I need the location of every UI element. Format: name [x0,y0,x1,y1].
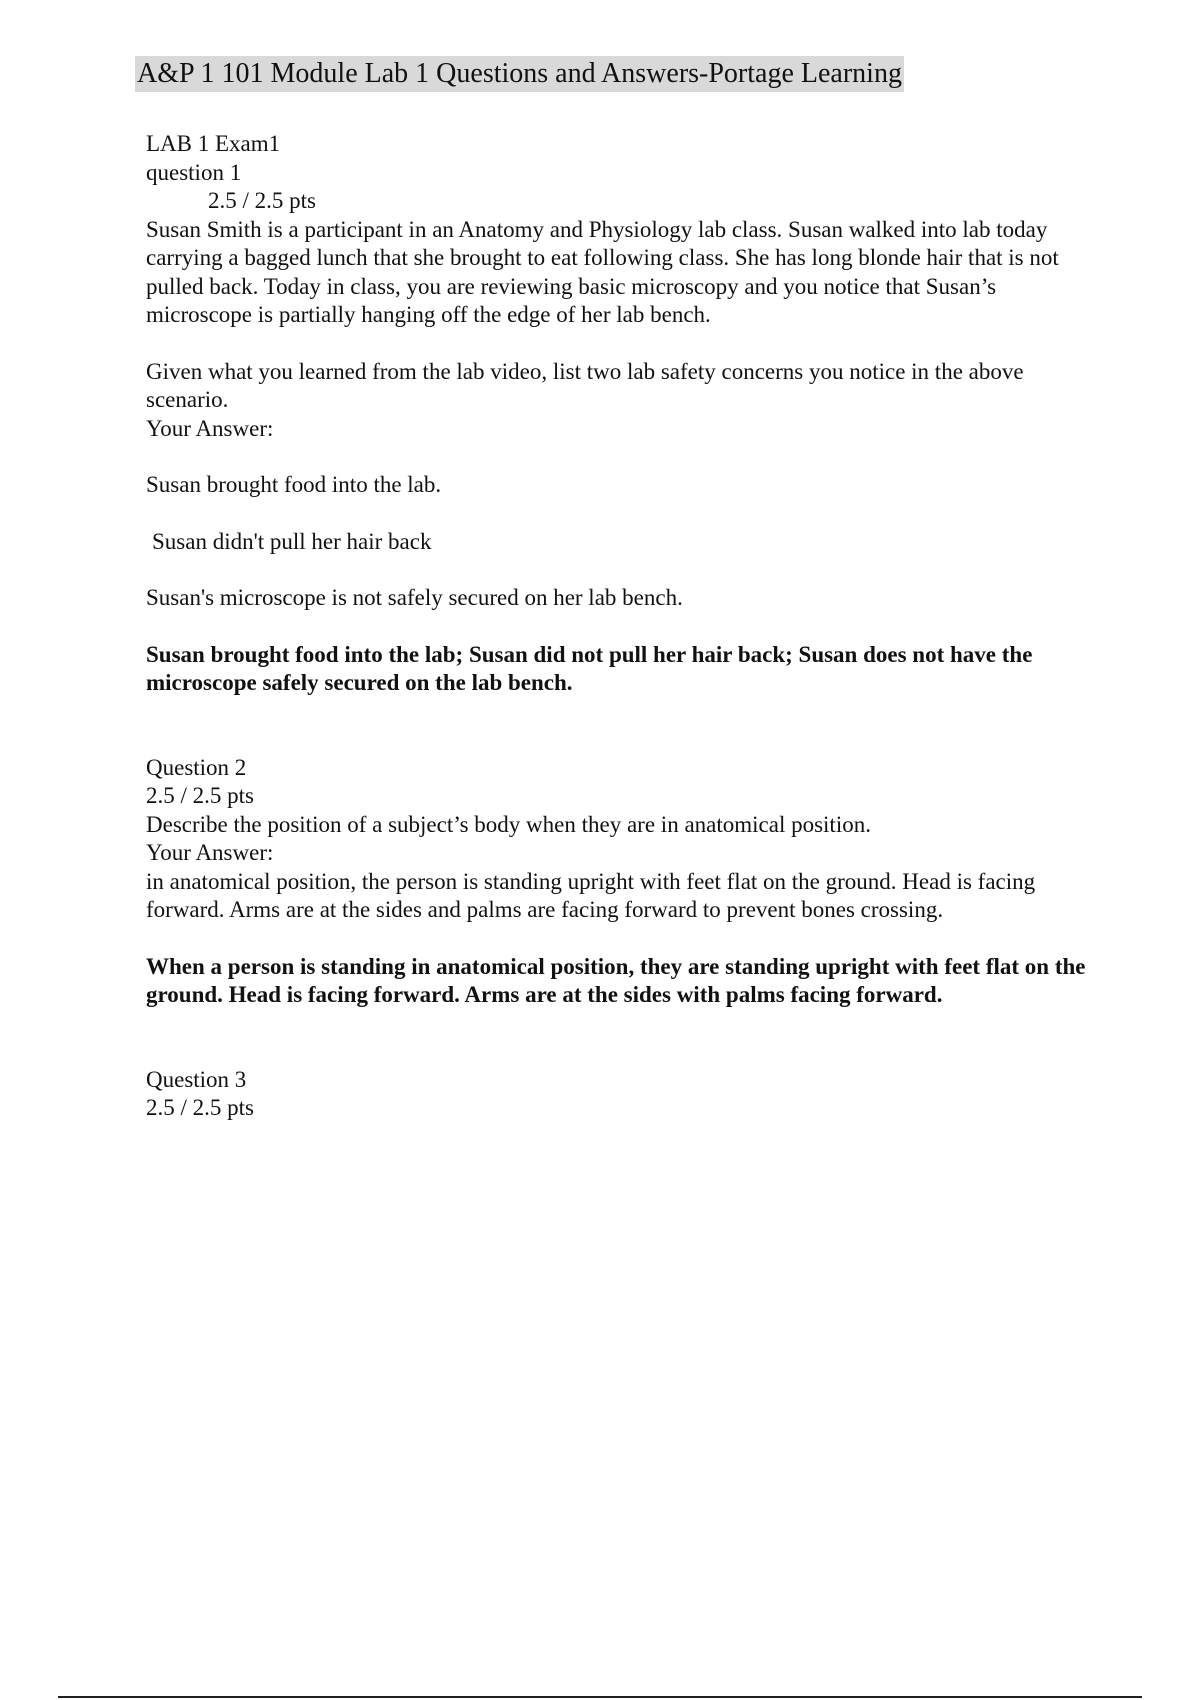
question-1-answer-label: Your Answer: [146,415,274,441]
question-1-label: question 1 [146,159,242,185]
question-1-correct-answer: Susan brought food into the lab; Susan did not pull her hair back; Susan does not have the microscope safely secured on the lab bench. [146,641,1033,695]
question-3-points: 2.5 / 2.5 pts [146,1095,254,1120]
question-1-scenario: Susan Smith is a participant in an Anatomy and Physiology lab class. Susan walked into lab today carrying a bagged lunch that she brought to eat following class. She has long blonde hair that is not pulled back. Today in class, you are reviewing basic microscopy and you notice that Susan’s microscope is partially hanging off the edge of her lab bench. [146,216,1059,327]
question-3-label: Question 3 [146,1066,247,1092]
footer-divider [58,1696,1142,1698]
exam-heading: LAB 1 Exam1 [146,131,281,156]
question-1-answer-1: Susan brought food into the lab. [146,472,442,497]
question-2-answer-label: Your Answer: [146,840,274,865]
question-1-answer-3: Susan's microscope is not safely secured on her lab bench. [146,585,683,610]
document-body [146,130,1086,1123]
question-2-label: Question 2 [146,754,247,780]
document-title: A&P 1 101 Module Lab 1 Questions and Answers-Portage Learning [135,56,904,92]
question-1-answer-2: Susan didn't pull her hair back [152,528,432,554]
question-2-answer: in anatomical position, the person is standing upright with feet flat on the ground. Head is facing forward. Arms are at the sides and palms are facing forward to prevent bones crossing. [146,868,1036,922]
question-2-prompt: Describe the position of a subject’s body when they are in anatomical position. [146,811,871,837]
question-1-prompt: Given what you learned from the lab video, list two lab safety concerns you notice in the above scenario. [146,358,1024,412]
question-2-points: 2.5 / 2.5 pts [146,783,254,808]
question-1-points: 2.5 / 2.5 pts [208,188,316,213]
question-2-correct-answer: When a person is standing in anatomical position, they are standing upright with feet flat on the ground. Head is facing forward. Arms are at the sides with palms facing forward. [146,953,1086,1007]
